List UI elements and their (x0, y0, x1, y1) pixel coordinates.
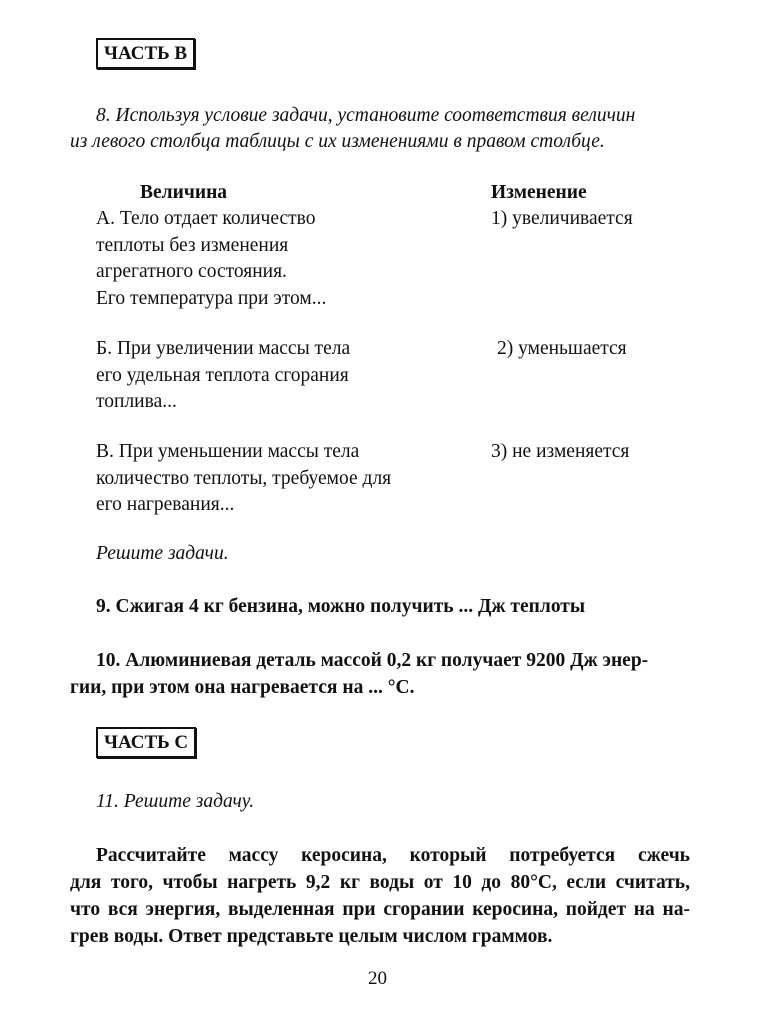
change-1: 1) увеличивается (491, 208, 633, 229)
part-c-header: ЧАСТЬ С (96, 727, 196, 758)
item-c-line: количество теплоты, требуемое для (96, 467, 392, 489)
item-a-line: А. Тело отдает количество (96, 208, 316, 229)
item-a (96, 206, 326, 312)
change-2: 2) уменьшается (497, 338, 627, 359)
task11-line: грев воды. Ответ представьте целым числом граммов. (70, 926, 553, 947)
task11-body (70, 842, 690, 950)
solve-label: Решите задачи. (96, 543, 229, 564)
task10-line2: гии, при этом она нагревается на ... °С. (70, 677, 415, 698)
task8-instruction-line1: 8. Используя условие задачи, установите соответствия величин (96, 105, 636, 126)
item-c (96, 439, 391, 519)
item-a-line: Его температура при этом... (96, 287, 327, 309)
task11-line: что вся энергия, выделенная при сгорании керосина, пойдет на на- (70, 899, 690, 920)
task11-label: 11. Решите задачу. (96, 791, 255, 812)
page-number: 20 (368, 968, 387, 989)
item-c-line: В. При уменьшении массы тела (96, 441, 360, 462)
item-b-line: его удельная теплота сгорания (96, 364, 349, 386)
item-c-line: его нагревания... (96, 494, 235, 515)
task10-line1: 10. Алюминиевая деталь массой 0,2 кг получает 9200 Дж энер- (96, 650, 649, 671)
task8-instruction-line2: из левого столбца таблицы с их изменениями в правом столбце. (70, 131, 605, 152)
item-a-line: агрегатного состояния. (96, 261, 287, 282)
task9: 9. Сжигая 4 кг бензина, можно получить ... Дж теплоты (96, 596, 586, 617)
item-b-line: Б. При увеличении массы тела (96, 338, 351, 359)
task11-line: для того, чтобы нагреть 9,2 кг воды от 10 до 80°С, если считать, (70, 872, 690, 893)
task11-line: Рассчитайте массу керосина, который потребуется сжечь (96, 845, 690, 866)
left-column-header: Величина (140, 182, 228, 203)
item-b-line: топлива... (96, 391, 177, 412)
right-column-header: Изменение (491, 182, 587, 203)
part-b-header: ЧАСТЬ В (96, 38, 195, 69)
item-a-line: теплоты без изменения (96, 234, 289, 256)
change-3: 3) не изменяется (491, 441, 630, 462)
item-b (96, 336, 350, 416)
